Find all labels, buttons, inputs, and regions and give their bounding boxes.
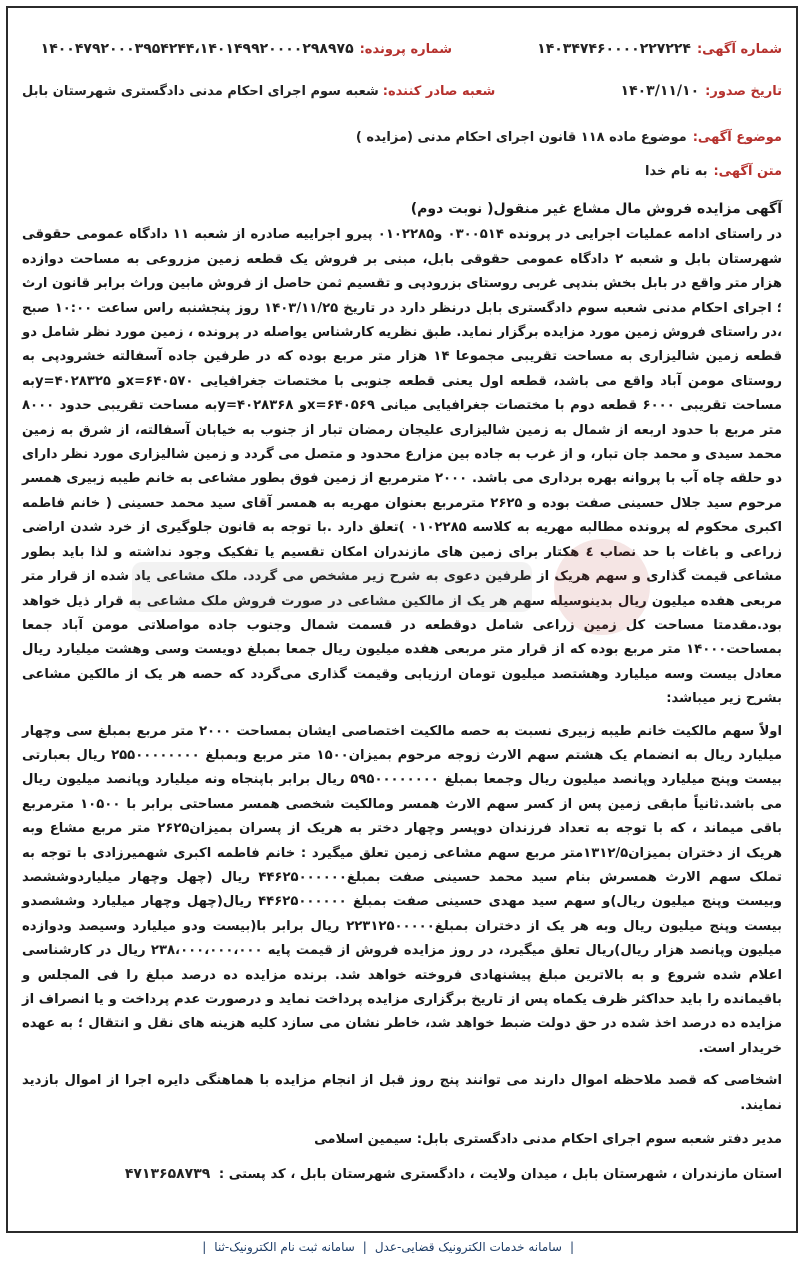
- issuer-label: شعبه صادر کننده:: [382, 83, 496, 99]
- issuer-cell: [22, 84, 495, 99]
- ad-number: ۱۴۰۳۴۷۴۶۰۰۰۰۲۲۷۲۲۴: [537, 41, 691, 57]
- issuer: شعبه سوم اجرای احکام مدنی دادگستری شهرستان بابل: [22, 83, 379, 99]
- notice-frame: [6, 6, 798, 1233]
- paragraph-1: در راستای ادامه عملیات اجرایی در پرونده ۰۳۰۰۵۱۴ و۰۱۰۲۲۸۵ پیرو اجراییه صادره از شعبه ۱۱ دادگاه عمومی حقوقی شهرستان بابل و شعبه ۲ دادگاه عمومی حقوقی بابل، مبنی بر فروش یک قطعه زمین مزروعی به مساحت دوازده هزار متر واقع در بابل بخش بندپی غربی روستای بزرودپی و تقسیم ثمن حاصل از فروش مابین وراث برابر قانون ارث ؛ اجرای احکام مدنی شعبه سوم دادگستری بابل درنظر دارد در تاریخ ۱۴۰۳/۱۱/۲۵ روز پنجشنبه راس ساعت ۱۰:۰۰ صبح ،در راستای فروش زمین مورد مزایده برگزار نماید. طبق نظریه کارشناس یواصله در پرونده ، زمین مورد نظر شامل دو قطعه زمین شالیزاری به مساحت تقریبی مجموعا ۱۴ هزار متر مربع بوده که در طرفین جاده آسفالته خشرودپی به روستای مومن آباد واقع می باشد، قطعه اول یعنی قطعه جنوبی با مختصات جغرافیایی x=۶۴۰۵۷۰و y=۴۰۲۸۳۲۵به مساحت تقریبی ۶۰۰۰ قطعه دوم با مختصات جغرافیایی میانی x=۶۴۰۵۶۹و y=۴۰۲۸۳۶۸به مساحت تقریبی حدود ۸۰۰۰ متر مربع با حدود اربعه از شمال به زمین شالیزاری علیجان رمضان تبار از جنوب به خیابان آسفالته، از شرق به زمین محمد سیدی و محمد جان تبار، و از غرب به جاده بین مزارع محدود و متصل می گردد و زمین شالیزاری مورد نظر دارای دو حلقه چاه آب با پروانه بهره برداری می باشد. ۲۰۰۰ مترمربع از زمین فوق بطور مشاعی به خانم طیبه زبیری همسر مرحوم سید جلال حسینی صفت بوده و ۲۶۲۵ مترمربع بعنوان مهریه به همسر آقای سید محمد حسینی ( خانم فاطمه اکبری محکوم له پرونده مطالبه مهریه به کلاسه ۰۱۰۲۲۸۵ )تعلق دارد .با توجه به قانون جلوگیری از خرد شدن اراضی زراعی و باغات با حد نصاب ٤ هکتار برای زمین های مازندران امکان تقسیم یا تفکیک وجود نداشته و لذا باید بطور مشاعی قیمت گذاری و سهم هریک از طرفین دعوی به شرح زیر مشخص می گردد. ملک مشاعی یاد شده از قرار متر مربعی هفده میلیون ریال بدینوسیله سهم هر یک از مالکین مشاعی در صورت فروش ملک مشاعی به قرار ذیل خواهد بود.مقدمتا مساحت کل زمین زراعی شامل دوقطعه در قسمت شمال وجنوب جاده مواصلاتی مومن آباد جمعا بمساحت۱۴۰۰۰ متر مربع بوده که از قرار متر مربعی هفده میلیون ریال جمعا بمبلغ دویست وسی وهشت میلیارد ریال معادل بیست وسه میلیارد وهشتصد میلیون تومان ارزیابی وقیمت گذاری می‌گردد که حصه هر یک از مالکین مشاعی بشرح زیر میباشد:: [22, 227, 783, 707]
- ad-number-cell: [452, 41, 782, 57]
- issue-date: ۱۴۰۳/۱۱/۱۰: [620, 83, 700, 99]
- subject-value: موضوع ماده ۱۱۸ قانون اجرای احکام مدنی (مزایده ): [355, 130, 687, 145]
- paragraph-2: اولاً سهم مالکیت خانم طیبه زبیری نسبت به حصه مالکیت اختصاصی ایشان بمساحت ۲۰۰۰ متر مربع بمبلغ سی وچهار میلیارد ریال به انضمام یک هشتم سهم الارث زوجه مرحوم بمیزان۱۵۰۰ متر مربع وبمبلغ ۲۵۵۰۰۰۰۰۰۰۰ ریال بعبارتی بیست وپنج میلیارد وپانصد میلیون ریال وجمعا بمبلغ ۵۹۵۰۰۰۰۰۰۰۰ ریال برابر باپنجاه ونه میلیارد وپانصد میلیون ریال می باشد.ثانیاً مابقی زمین پس از کسر سهم الارث همسر ومالکیت شخصی همسر مساحتی برابر با ۱۰۵۰۰ مترمربع باقی میماند ، که با توجه به تعداد فرزندان دوپسر وچهار دختر به هریک از پسران بمیزان۲۶۲۵ متر مربع مشاع وبه هریک از دختران بمیزان۱۳۱۲/۵متر مربع سهم مشاعی زمین تعلق میگیرد : خانم فاطمه اکبری شهمیرزادی با توجه به تملک سهم الارث همسرش بنام سید محمد حسینی صفت بمبلغ۴۴۶۲۵۰۰۰۰۰۰ ریال (چهل وچهار میلیاردوششصد وبیست وپنج میلیون ریال)و سهم سید مهدی حسینی صفت بمبلغ ۴۴۶۲۵۰۰۰۰۰۰ ریال(چهل وچهار میلیارد وششصدو بیست وپنج میلیون ریال وبه هر یک از دختران بمبلغ۲۲۳۱۲۵۰۰۰۰۰ ریال برابر با(بیست ودو میلیارد وسیصد ودوازده میلیون وپانصد هزار ریال)ریال تعلق میگیرد، در روز مزایده فروش از قیمت پایه ۲۳۸،۰۰۰،۰۰۰،۰۰۰ ریال در کارشناسی اعلام شده شروع و به بالاترین مبلغ پیشنهادی فروخته خواهد شد. برنده مزایده ده درصد مبلغ را فی المجلس و باقیمانده را باید حداکثر ظرف یکماه پس از تاریخ برگزاری مزایده پرداخت نماید و درصورت عدم پرداخت و یا انصراف از مزایده ده درصد اخذ شده در حق دولت ضبط خواهد شد، خاطر نشان می سازد کلیه هزینه های نقل و انتقال ؛ به عهده خریدار است.: [22, 723, 783, 1056]
- postal-code: ۴۷۱۳۶۵۸۷۳۹: [124, 1166, 211, 1183]
- footer-separator-right: |: [569, 1240, 574, 1254]
- notice-body: [22, 197, 782, 1188]
- subject-label: موضوع آگهی:: [692, 130, 782, 145]
- issue-date-label: تاریخ صدور:: [705, 83, 782, 99]
- file-number-cell: [41, 41, 452, 57]
- address-line: [22, 1162, 782, 1187]
- text-intro-line: [645, 164, 782, 179]
- footer-separator-left: |: [202, 1240, 207, 1254]
- subject-line: [356, 130, 782, 145]
- signature-line: مدیر دفتر شعبه سوم اجرای احکام مدنی دادگستری بابل: سیمین اسلامی: [314, 1132, 782, 1148]
- header-row-1: [22, 36, 782, 62]
- text-intro-label: متن آگهی:: [713, 164, 782, 179]
- address-text: استان مازندران ، شهرستان بابل ، میدان ولایت ، دادگستری شهرستان بابل ، کد پستی :: [218, 1167, 782, 1183]
- file-number-label: شماره پرونده:: [359, 41, 452, 57]
- issue-date-cell: [495, 83, 782, 99]
- ad-number-label: شماره آگهی:: [696, 41, 782, 57]
- paragraph-3: اشخاصی که قصد ملاحظه اموال دارند می توانند پنج روز قبل از انجام مزایده با هماهنگی دایره اجرا از اموال بازدید نمایند.: [22, 1073, 782, 1113]
- file-number: ۱۴۰۰۴۷۹۲۰۰۰۳۹۵۴۲۴۴،۱۴۰۱۴۹۹۲۰۰۰۰۲۹۸۹۷۵: [40, 41, 354, 57]
- header-row-2: [22, 78, 782, 104]
- footer-link-sana[interactable]: سامانه ثبت نام الکترونیک-ثنا: [214, 1240, 355, 1254]
- footer-link-adl[interactable]: سامانه خدمات الکترونیک قضایی-عدل: [374, 1240, 562, 1254]
- notice-content: [22, 22, 782, 1217]
- footer-bar: [6, 1237, 798, 1257]
- footer-separator-mid: |: [362, 1240, 367, 1254]
- text-intro-value: به نام خدا: [645, 164, 708, 179]
- notice-title: آگهی مزایده فروش مال مشاع غیر منقول( نوبت دوم): [410, 201, 782, 217]
